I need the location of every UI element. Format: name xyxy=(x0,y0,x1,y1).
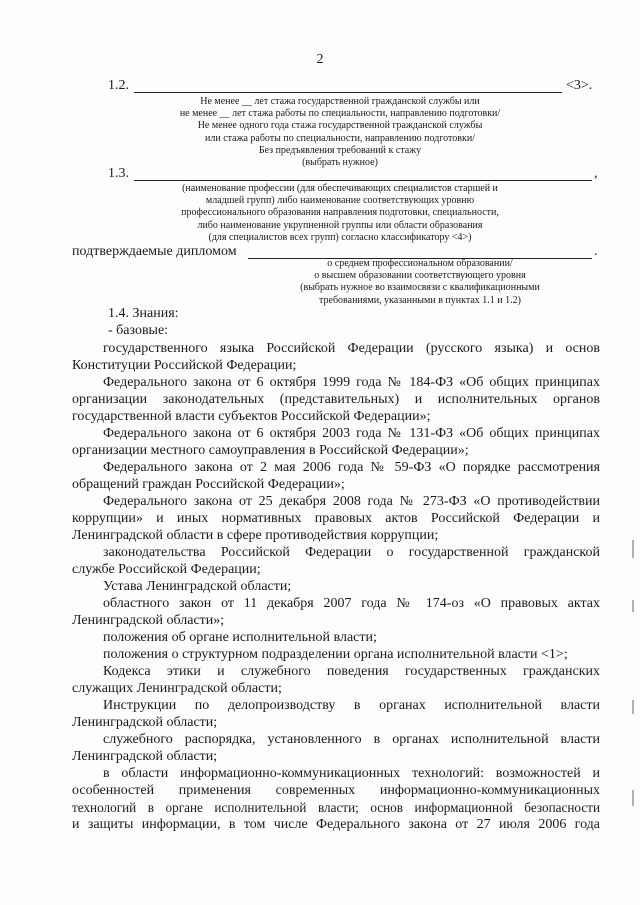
knowledge-line: Федерального закона от 2 мая 2006 года № 59-ФЗ «О порядке рассмотрения xyxy=(103,460,600,475)
section-1-2-note xyxy=(120,96,560,169)
knowledge-line: и защиты информации, в том числе Федерального закона от 27 июля 2006 года xyxy=(72,817,600,832)
knowledge-line: Ленинградской области; xyxy=(72,749,218,764)
note-line: младшей групп) либо наименование соответствующих уровню xyxy=(205,195,475,207)
note-line: или стажа работы по специальности, направлению подготовки/ xyxy=(205,132,475,144)
note-line: о среднем профессиональном образовании/ xyxy=(327,258,513,269)
knowledge-line: службе Российской Федерации; xyxy=(72,562,261,577)
note-line: (выбрать нужное) xyxy=(302,157,378,169)
note-line: (для специалистов всех групп) согласно классификатору <4>) xyxy=(208,231,472,243)
knowledge-line: Инструкции по делопроизводству в органах исполнительной власти xyxy=(103,698,600,713)
knowledge-line: Устава Ленинградской области; xyxy=(103,579,292,594)
knowledge-line: в области информационно-коммуникационных технологий: возможностей и xyxy=(103,766,600,781)
knowledge-line: особенностей применения современных информационно-коммуникационных xyxy=(72,783,600,798)
note-line: не менее __ лет стажа работы по специальности, направлению подготовки/ xyxy=(179,108,501,120)
note-line: Не менее одного года стажа государственной гражданской службы xyxy=(197,120,483,132)
knowledge-line: обращений граждан Российской Федерации»; xyxy=(72,477,345,492)
section-1-3-blank-line xyxy=(134,180,592,181)
scan-artifact xyxy=(632,600,634,612)
knowledge-line: Федерального закона от 6 октября 2003 года № 131-ФЗ «Об общих принципах xyxy=(103,426,600,441)
note-line: Без предъявления требований к стажу xyxy=(258,144,422,156)
knowledge-line: областного закон от 11 декабря 2007 года № 174-оз «О правовых актах xyxy=(103,596,600,611)
knowledge-line: Федерального закона от 25 декабря 2008 года № 273-ФЗ «О противодействии xyxy=(103,494,600,509)
knowledge-line: Ленинградской области в сфере противодействия коррупции; xyxy=(72,528,439,543)
knowledge-line: технологий в органе исполнительной власти; основ информационной безопасности xyxy=(72,800,600,815)
knowledge-line: служебного распорядка, установленного в органах исполнительной власти xyxy=(103,732,600,747)
note-line: профессионального образования направления подготовки, специальности, xyxy=(181,207,499,219)
section-1-2-blank-line xyxy=(134,92,562,93)
section-1-3-note xyxy=(140,183,540,244)
knowledge-line: положения об органе исполнительной власти; xyxy=(103,630,377,645)
scan-artifact xyxy=(632,700,634,714)
knowledge-line: законодательства Российской Федерации о государственной гражданской xyxy=(103,545,600,560)
section-1-2-suffix: <3>. xyxy=(566,78,593,93)
knowledge-line: государственной власти субъектов Российской Федерации»; xyxy=(72,409,431,424)
knowledge-line: Конституции Российской Федерации; xyxy=(72,358,297,373)
section-1-3-number: 1.3. xyxy=(108,166,129,181)
knowledge-line: организации местного самоуправления в Российской Федерации»; xyxy=(72,443,469,458)
knowledge-line: Ленинградской области; xyxy=(72,715,218,730)
note-line: требованиями, указанными в пунктах 1.1 и 1.2) xyxy=(319,294,521,306)
note-line: (выбрать нужное во взаимосвязи с квалификационными xyxy=(300,282,540,294)
section-1-3-suffix: , xyxy=(594,166,598,181)
knowledge-line: государственного языка Российской Федерации (русского языка) и основ xyxy=(103,341,600,356)
page-number: 2 xyxy=(316,52,324,67)
knowledge-line: положения о структурном подразделении органа исполнительной власти <1>; xyxy=(103,647,568,662)
knowledge-line: Ленинградской области»; xyxy=(72,613,225,628)
knowledge-line: организации законодательных (представительных) и исполнительных органов xyxy=(72,392,600,407)
section-1-4-title: 1.4. Знания: xyxy=(108,306,179,321)
diploma-label: подтверждаемые дипломом xyxy=(72,244,237,259)
section-1-4-subtitle: - базовые: xyxy=(108,323,169,338)
diploma-note xyxy=(240,258,600,307)
note-line: (наименование профессии (для обеспечивающих специалистов старшей и xyxy=(182,183,498,194)
note-line: либо наименование укрупненной группы или области образования xyxy=(197,219,483,231)
knowledge-line: коррупции» и иных нормативных правовых актов Российской Федерации и xyxy=(72,511,600,526)
note-line: о высшем образовании соответствующего уровня xyxy=(314,270,526,282)
note-line: Не менее __ лет стажа государственной гражданской службы или xyxy=(200,96,480,107)
scan-artifact xyxy=(632,790,634,806)
diploma-suffix: . xyxy=(594,244,598,259)
scan-artifact xyxy=(632,540,634,558)
knowledge-line: Кодекса этики и служебного поведения государственных гражданских xyxy=(103,664,600,679)
knowledge-line: Федерального закона от 6 октября 1999 года № 184-ФЗ «Об общих принципах xyxy=(103,375,600,390)
knowledge-line: служащих Ленинградской области; xyxy=(72,681,282,696)
section-1-2-number: 1.2. xyxy=(108,78,129,93)
